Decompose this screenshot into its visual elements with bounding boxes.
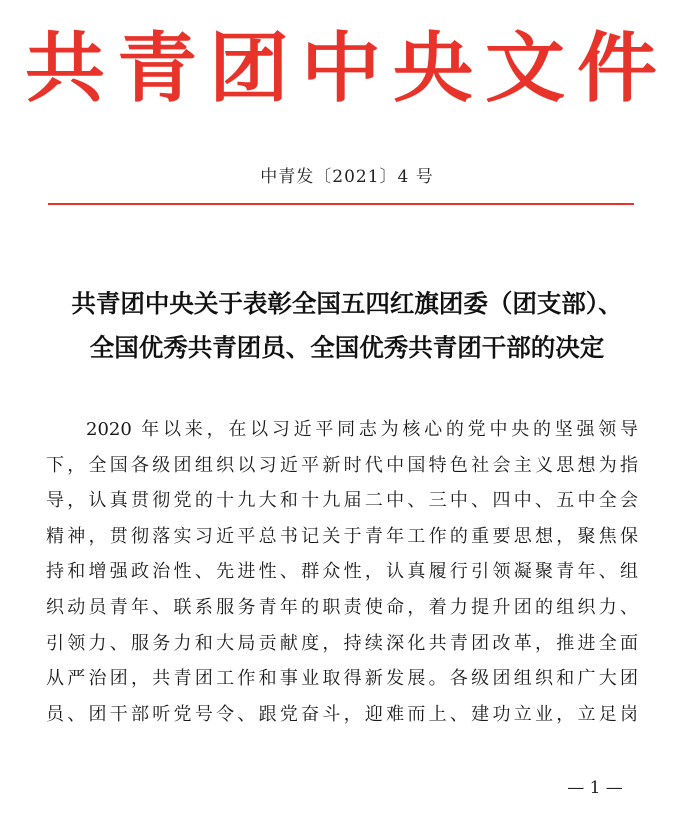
body-line: 引领力、服务力和大局贡献度，持续深化共青团改革，推进全面	[46, 632, 638, 654]
body-line: 导，认真贯彻党的十九大和十九届二中、三中、四中、五中全会	[46, 490, 638, 512]
document-body	[46, 412, 638, 732]
body-line: 员、团干部听党号令、跟党奋斗，迎难而上、建功立业，立足岗	[46, 703, 638, 725]
document-title-line-1: 共青团中央关于表彰全国五四红旗团委（团支部）、	[71, 289, 623, 318]
body-line: 持和增强政治性、先进性、群众性，认真履行引领凝聚青年、组	[46, 561, 638, 583]
document-masthead: 共青团中央文件	[25, 23, 669, 113]
body-line: 精神，贯彻落实习近平总书记关于青年工作的重要思想，聚焦保	[46, 525, 638, 547]
body-line: 从严治团，共青团工作和事业取得新发展。各级团组织和广大团	[46, 668, 638, 690]
red-separator-line	[48, 203, 634, 205]
document-number: 中青发〔2021〕4 号	[260, 167, 434, 187]
page-number: — 1 —	[567, 778, 623, 798]
body-line: 织动员青年、联系服务青年的职责使命，着力提升团的组织力、	[46, 596, 638, 618]
document-title-line-2: 全国优秀共青团员、全国优秀共青团干部的决定	[89, 333, 605, 362]
body-line: 下，全国各级团组织以习近平新时代中国特色社会主义思想为指	[46, 454, 638, 476]
document-title	[30, 282, 664, 370]
body-line: 2020 年以来，在以习近平同志为核心的党中央的坚强领导	[86, 419, 638, 440]
